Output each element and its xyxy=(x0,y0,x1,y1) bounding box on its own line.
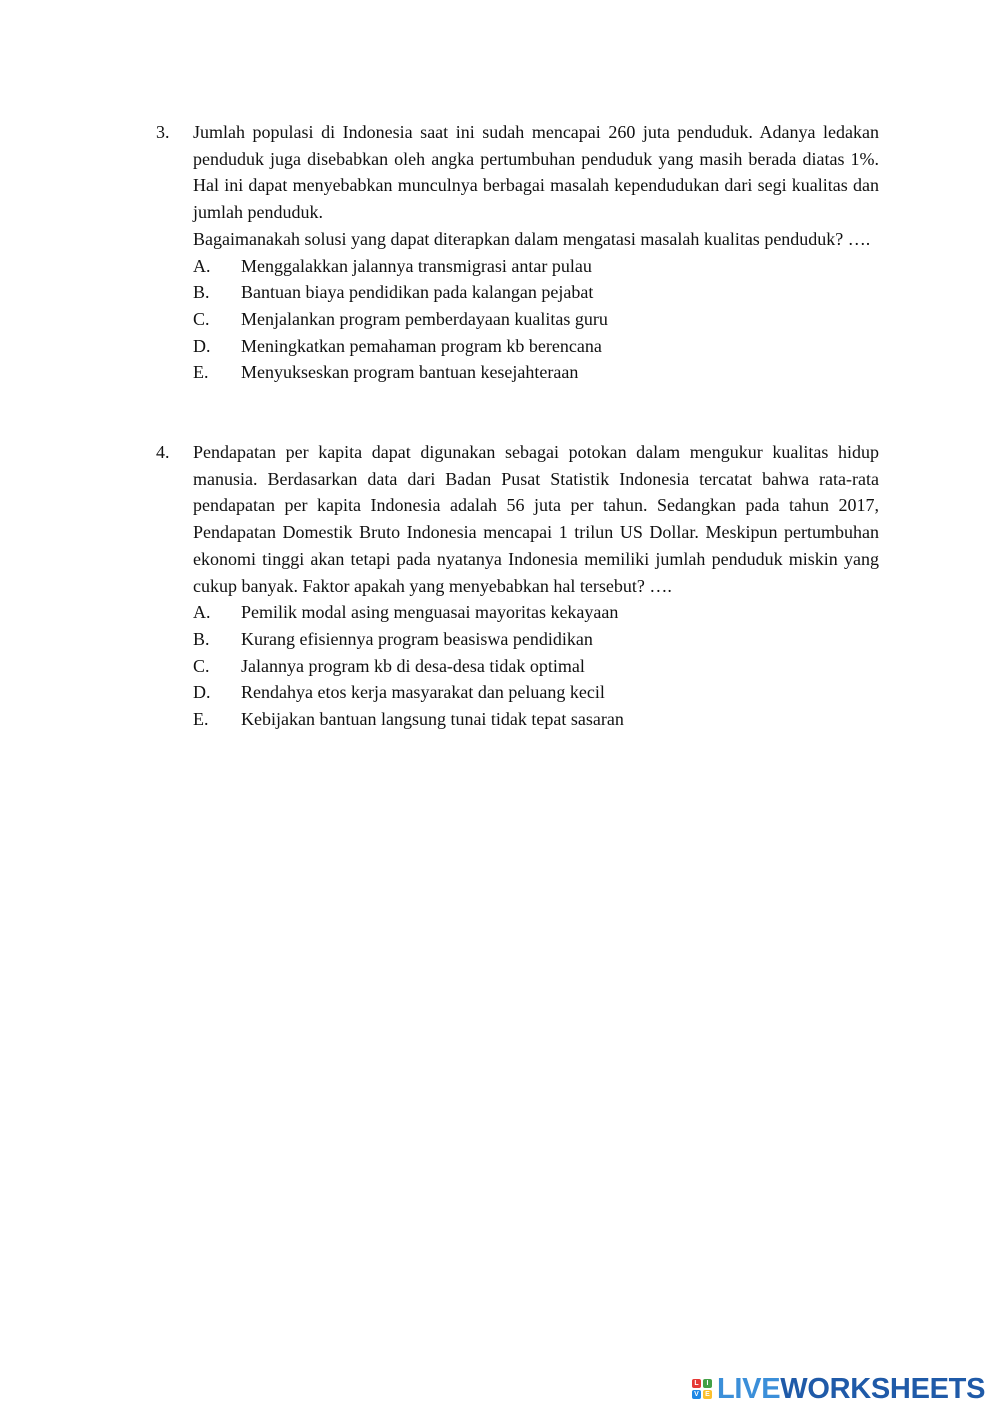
logo-tile: V xyxy=(692,1390,701,1399)
answer-option-e[interactable] xyxy=(193,706,879,733)
logo-tiles-icon xyxy=(692,1379,712,1399)
question-prompt: Bagaimanakah solusi yang dapat diterapkan dalam mengatasi masalah kualitas penduduk? …. xyxy=(193,228,871,249)
question-3 xyxy=(156,119,879,386)
option-text: Rendahya etos kerja masyarakat dan peluang kecil xyxy=(241,682,605,703)
logo-tile: E xyxy=(703,1390,712,1399)
option-letter: C. xyxy=(193,308,210,329)
option-text: Bantuan biaya pendidikan pada kalangan pejabat xyxy=(241,282,594,303)
answer-option-a[interactable] xyxy=(193,599,879,626)
answer-options xyxy=(193,253,879,387)
answer-options xyxy=(193,599,879,733)
option-letter: A. xyxy=(193,602,211,623)
option-letter: D. xyxy=(193,335,211,356)
option-letter: B. xyxy=(193,282,210,303)
answer-option-d[interactable] xyxy=(193,333,879,360)
question-4 xyxy=(156,439,879,733)
logo-tile: L xyxy=(692,1379,701,1388)
question-number: 4. xyxy=(156,442,170,462)
brand-name-worksheets: WORKSHEETS xyxy=(780,1373,986,1405)
question-number: 3. xyxy=(156,122,170,142)
option-text: Kurang efisiennya program beasiswa pendidikan xyxy=(241,628,593,649)
liveworksheets-logo[interactable] xyxy=(692,1373,986,1405)
brand-name xyxy=(717,1373,986,1405)
option-text: Jalannya program kb di desa-desa tidak optimal xyxy=(241,655,585,676)
answer-option-b[interactable] xyxy=(193,279,879,306)
option-text: Menjalankan program pemberdayaan kualitas guru xyxy=(241,308,608,329)
question-stem: Pendapatan per kapita dapat digunakan sebagai potokan dalam mengukur kualitas hidup manusia. Berdasarkan data dari Badan Pusat Statistik Indonesia tercatat bahwa rata-rata pendapatan per kapita Indonesia adalah 56 juta per tahun. Sedangkan pada tahun 2017, Pendapatan Domestik Bruto Indonesia mencapai 1 trilun US Dollar. Meskipun pertumbuhan ekonomi tinggi akan tetapi pada nyatanya Indonesia memiliki jumlah penduduk miskin yang cukup banyak. Faktor apakah yang menyebabkan hal tersebut? …. xyxy=(193,442,879,596)
logo-tile: I xyxy=(703,1379,712,1388)
answer-option-d[interactable] xyxy=(193,679,879,706)
option-text: Meningkatkan pemahaman program kb berencana xyxy=(241,335,602,356)
answer-option-e[interactable] xyxy=(193,359,879,386)
option-letter: E. xyxy=(193,709,209,730)
brand-name-live: LIVE xyxy=(717,1373,781,1405)
option-letter: A. xyxy=(193,255,211,276)
option-letter: B. xyxy=(193,628,210,649)
answer-option-a[interactable] xyxy=(193,253,879,280)
option-letter: D. xyxy=(193,682,211,703)
answer-option-b[interactable] xyxy=(193,626,879,653)
option-text: Menyukseskan program bantuan kesejahteraan xyxy=(241,362,579,383)
answer-option-c[interactable] xyxy=(193,306,879,333)
option-text: Menggalakkan jalannya transmigrasi antar pulau xyxy=(241,255,592,276)
option-letter: C. xyxy=(193,655,210,676)
option-text: Kebijakan bantuan langsung tunai tidak tepat sasaran xyxy=(241,709,624,730)
question-stem: Jumlah populasi di Indonesia saat ini sudah mencapai 260 juta penduduk. Adanya ledakan penduduk juga disebabkan oleh angka pertumbuhan penduduk yang masih berada diatas 1%. Hal ini dapat menyebabkan munculnya berbagai masalah kependudukan dari segi kualitas dan jumlah penduduk. xyxy=(193,122,879,223)
option-letter: E. xyxy=(193,362,209,383)
answer-option-c[interactable] xyxy=(193,653,879,680)
option-text: Pemilik modal asing menguasai mayoritas kekayaan xyxy=(241,602,619,623)
